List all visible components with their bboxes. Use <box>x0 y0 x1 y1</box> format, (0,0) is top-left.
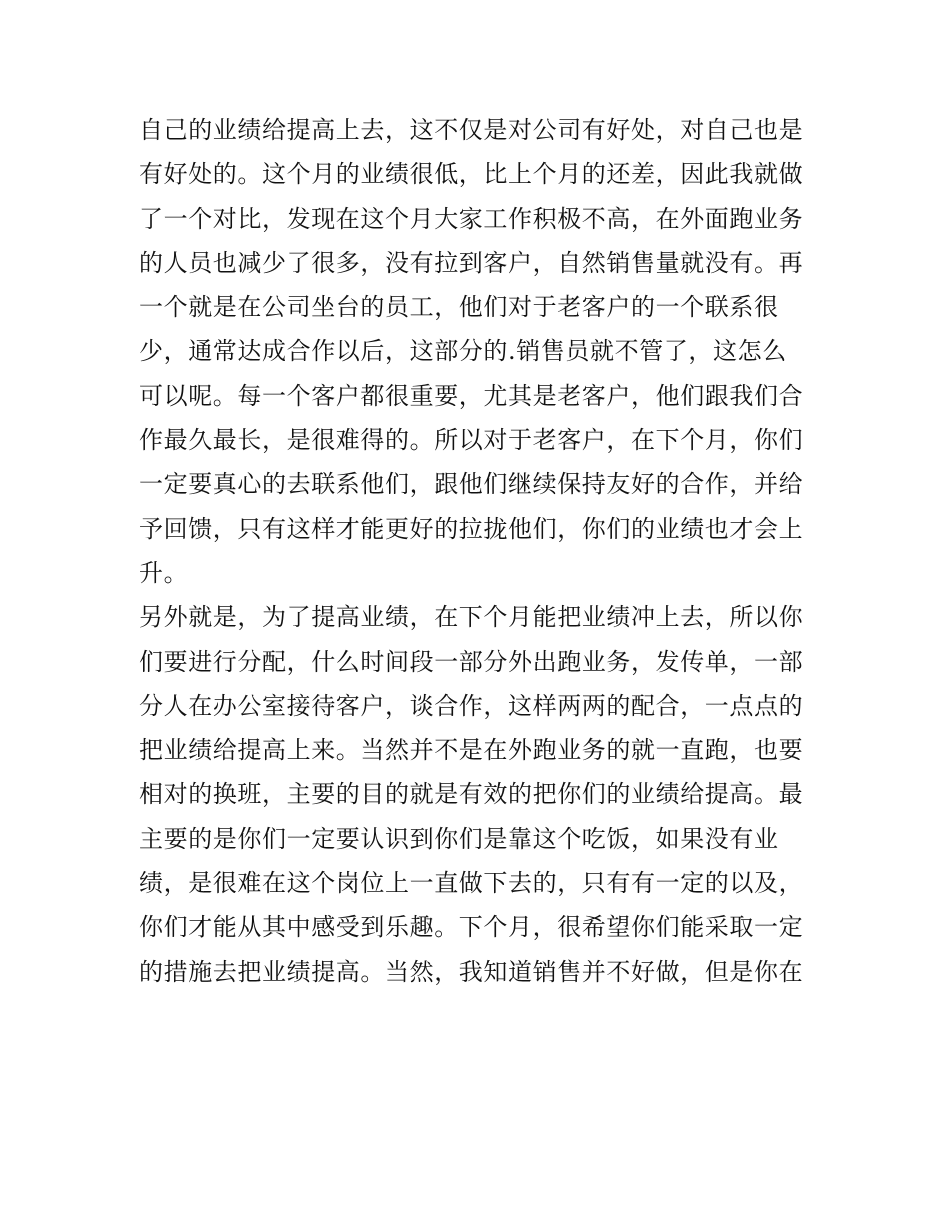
text-line: 的措施去把业绩提高。当然，我知道销售并不好做，但是你在 <box>139 957 804 986</box>
text-line: 的人员也减少了很多，没有拉到客户，自然销售量就没有。再 <box>139 248 804 277</box>
text-line: 另外就是，为了提高业绩，在下个月能把业绩冲上去，所以你 <box>139 603 804 632</box>
body-text <box>139 108 829 994</box>
text-line: 你们才能从其中感受到乐趣。下个月，很希望你们能采取一定 <box>139 913 804 942</box>
text-line: 自己的业绩给提高上去，这不仅是对公司有好处，对自己也是 <box>139 116 804 144</box>
text-line: 少，通常达成合作以后，这部分的.销售员就不管了，这怎么 <box>139 337 787 366</box>
text-line: 有好处的。这个月的业绩很低，比上个月的还差，因此我就做 <box>139 160 804 189</box>
text-line: 分人在办公室接待客户，谈合作，这样两两的配合，一点点的 <box>139 691 804 720</box>
text-line: 可以呢。每一个客户都很重要，尤其是老客户，他们跟我们合 <box>139 381 804 410</box>
text-line: 作最久最长，是很难得的。所以对于老客户，在下个月，你们 <box>139 426 804 455</box>
text-line: 予回馈，只有这样才能更好的拉拢他们，你们的业绩也才会上 <box>139 514 804 543</box>
text-line: 相对的换班，主要的目的就是有效的把你们的业绩给提高。最 <box>139 780 804 809</box>
text-line: 主要的是你们一定要认识到你们是靠这个吃饭，如果没有业 <box>139 824 779 853</box>
text-line: 们要进行分配，什么时间段一部分外出跑业务，发传单，一部 <box>139 647 804 676</box>
text-line: 一个就是在公司坐台的员工，他们对于老客户的一个联系很 <box>139 293 779 322</box>
text-line: 把业绩给提高上来。当然并不是在外跑业务的就一直跑，也要 <box>139 736 804 765</box>
text-line: 一定要真心的去联系他们，跟他们继续保持友好的合作，并给 <box>139 470 804 499</box>
text-line: 了一个对比，发现在这个月大家工作积极不高，在外面跑业务 <box>139 204 804 233</box>
text-line: 升。 <box>139 558 189 587</box>
text-line: 绩，是很难在这个岗位上一直做下去的，只有有一定的以及， <box>139 869 804 898</box>
